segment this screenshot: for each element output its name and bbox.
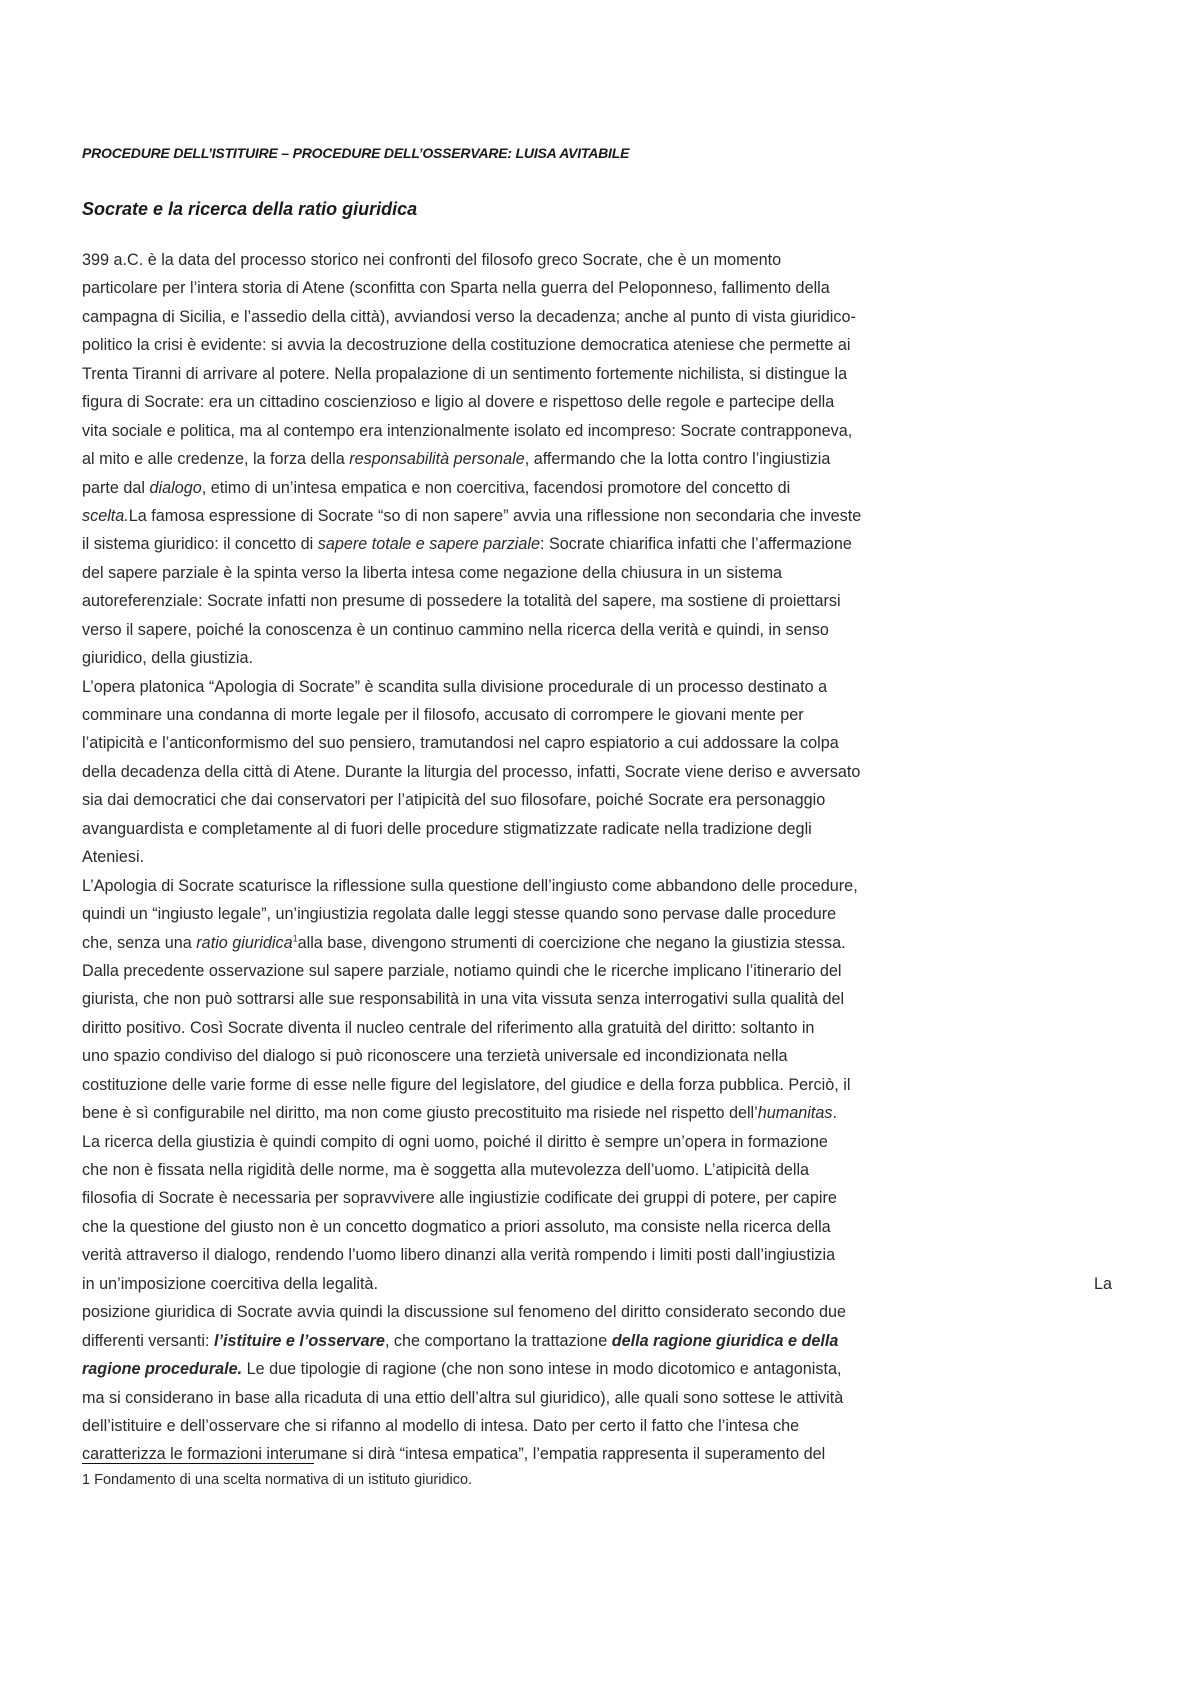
text-line: Ateniesi.	[82, 848, 145, 867]
footnote-reference[interactable]: 1	[292, 933, 298, 944]
text-line: in un’imposizione coercitiva della legalità. La	[82, 1274, 1112, 1293]
body-text	[82, 246, 1112, 1469]
text-line: Trenta Tiranni di arrivare al potere. Nella propalazione di un sentimento fortemente nichilista, si distingue la	[82, 364, 848, 383]
text-line: che, senza una ratio giuridica$^1$alla base, divengono strumenti di coercizione che negano la giustizia stessa.	[82, 933, 846, 952]
italic-term: dialogo	[149, 478, 202, 497]
text-line: figura di Socrate: era un cittadino coscienzioso e ligio al dovere e rispettoso delle regole e partecipe della	[82, 393, 835, 412]
text-line: scelta.La famosa espressione di Socrate “so di non sapere” avvia una riflessione non secondaria che investe	[82, 506, 862, 525]
text-line: costituzione delle varie forme di esse nelle figure del legislatore, del giudice e della forza pubblica. Perciò, il	[82, 1075, 851, 1094]
text-line: Dalla precedente osservazione sul sapere parziale, notiamo quindi che le ricerche implicano l’itinerario del	[82, 961, 842, 980]
italic-term: responsabilità personale	[349, 450, 525, 469]
italic-term: ratio giuridica	[196, 933, 293, 952]
text-line: caratterizza le formazioni interumane si dirà “intesa empatica”, l’empatia rappresenta il superamento del	[82, 1445, 826, 1464]
text-line: vita sociale e politica, ma al contempo era intenzionalmente isolato ed incompreso: Socrate contrapponeva,	[82, 421, 853, 440]
text-line: che la questione del giusto non è un concetto dogmatico a priori assoluto, ma consiste nella ricerca della	[82, 1217, 831, 1236]
text-line: ragione procedurale. Le due tipologie di ragione (che non sono intese in modo dicotomico e antagonista,	[82, 1360, 842, 1379]
document-title: PROCEDURE DELL’ISTITUIRE – PROCEDURE DELL’OSSERVARE: LUISA AVITABILE	[82, 145, 630, 161]
footnote: 1 Fondamento di una scelta normativa di un istituto giuridico.	[82, 1472, 473, 1488]
italic-term: scelta.	[82, 506, 129, 525]
text-line: La ricerca della giustizia è quindi compito di ogni uomo, poiché il diritto è sempre un’opera in formazione	[82, 1132, 828, 1151]
section-heading: Socrate e la ricerca della ratio giuridica	[82, 199, 418, 219]
text-line: il sistema giuridico: il concetto di sapere totale e sapere parziale: Socrate chiarifica infatti che l’affermazione	[82, 535, 852, 554]
text-line: sia dai democratici che dai conservatori per l’atipicità del suo filosofare, poiché Socrate era personaggio	[82, 791, 826, 810]
text-line: L’opera platonica “Apologia di Socrate” è scandita sulla divisione procedurale di un processo destinato a	[82, 677, 828, 696]
text-line: giurista, che non può sottrarsi alle sue responsabilità in una vita vissuta senza interrogativi sulla qualità del	[82, 990, 845, 1009]
text-line: parte dal dialogo, etimo di un’intesa empatica e non coercitiva, facendosi promotore del concetto di	[82, 478, 791, 497]
italic-term: humanitas	[757, 1104, 833, 1123]
text-line: del sapere parziale è la spinta verso la liberta intesa come negazione della chiusura in un sistema	[82, 563, 783, 582]
text-line: particolare per l’intera storia di Atene (sconfitta con Sparta nella guerra del Peloponneso, fallimento della	[82, 279, 830, 298]
text-line: bene è sì configurabile nel diritto, ma non come giusto precostituito ma risiede nel rispetto dell’humanitas.	[82, 1104, 837, 1123]
text-line: differenti versanti: l’istituire e l’osservare, che comportano la trattazione della ragione giuridica e della	[82, 1331, 839, 1350]
text-line: verso il sapere, poiché la conoscenza è un continuo cammino nella ricerca della verità e quindi, in senso	[82, 620, 829, 639]
text-line: comminare una condanna di morte legale per il filosofo, accusato di corrompere le giovani mente per	[82, 706, 804, 724]
text-line: quindi un “ingiusto legale”, un’ingiustizia regolata dalle leggi stesse quando sono pervase dalle procedure	[82, 905, 837, 924]
text-line: verità attraverso il dialogo, rendendo l’uomo libero dinanzi alla verità rompendo i limiti posti dall’ingiustizia	[82, 1246, 836, 1265]
text-line: diritto positivo. Così Socrate diventa il nucleo centrale del riferimento alla gratuità del diritto: soltanto in	[82, 1018, 815, 1037]
text-line: avanguardista e completamente al di fuori delle procedure stigmatizzate radicate nella tradizione degli	[82, 819, 812, 838]
text-line: autoreferenziale: Socrate infatti non presume di possedere la totalità del sapere, ma sostiene di proiettarsi	[82, 592, 841, 611]
text-line: l’atipicità e l’anticonformismo del suo pensiero, tramutandosi nel capro espiatorio a cui addossare la colpa	[82, 734, 839, 753]
text-line: uno spazio condiviso del dialogo si può riconoscere una terzietà universale ed incondizionata nella	[82, 1047, 788, 1066]
text-line: 399 a.C. è la data del processo storico nei confronti del filosofo greco Socrate, che è un momento	[82, 251, 782, 269]
bold-italic-term: l’istituire e l’osservare	[213, 1331, 385, 1350]
text-line: filosofia di Socrate è necessaria per sopravvivere alle ingiustizie codificate dei gruppi di potere, per capire	[82, 1189, 837, 1208]
italic-term: sapere totale e sapere parziale	[317, 535, 540, 554]
text-line: giuridico, della giustizia.	[82, 649, 253, 668]
text-line: posizione giuridica di Socrate avvia quindi la discussione sul fenomeno del diritto considerato secondo due	[82, 1303, 846, 1322]
text-line: L’Apologia di Socrate scaturisce la riflessione sulla questione dell’ingiusto come abbandono delle procedure,	[82, 876, 858, 895]
footnote-separator	[82, 1463, 314, 1464]
text-line: politico la crisi è evidente: si avvia la decostruzione della costituzione democratica ateniese che permette ai	[82, 336, 851, 355]
text-line: al mito e alle credenze, la forza della responsabilità personale, affermando che la lotta contro l’ingiustizia	[82, 450, 831, 469]
text-line: che non è fissata nella rigidità delle norme, ma è soggetta alla mutevolezza dell’uomo. L’atipicità della	[82, 1161, 810, 1179]
text-line: ma si considerano in base alla ricaduta di una ettio dell’altra sul giuridico), alle quali sono sottese le attività	[82, 1388, 844, 1407]
bold-italic-term: della ragione giuridica e della	[611, 1331, 839, 1350]
text-line: della decadenza della città di Atene. Durante la liturgia del processo, infatti, Socrate viene deriso e avversato	[82, 762, 861, 781]
text-line: dell’istituire e dell’osservare che si rifanno al modello di intesa. Dato per certo il fatto che l’intesa che	[82, 1416, 800, 1435]
bold-italic-term: ragione procedurale.	[82, 1360, 243, 1379]
text-line: campagna di Sicilia, e l’assedio della città), avviandosi verso la decadenza; anche al punto di vista giuridico-	[82, 307, 856, 326]
